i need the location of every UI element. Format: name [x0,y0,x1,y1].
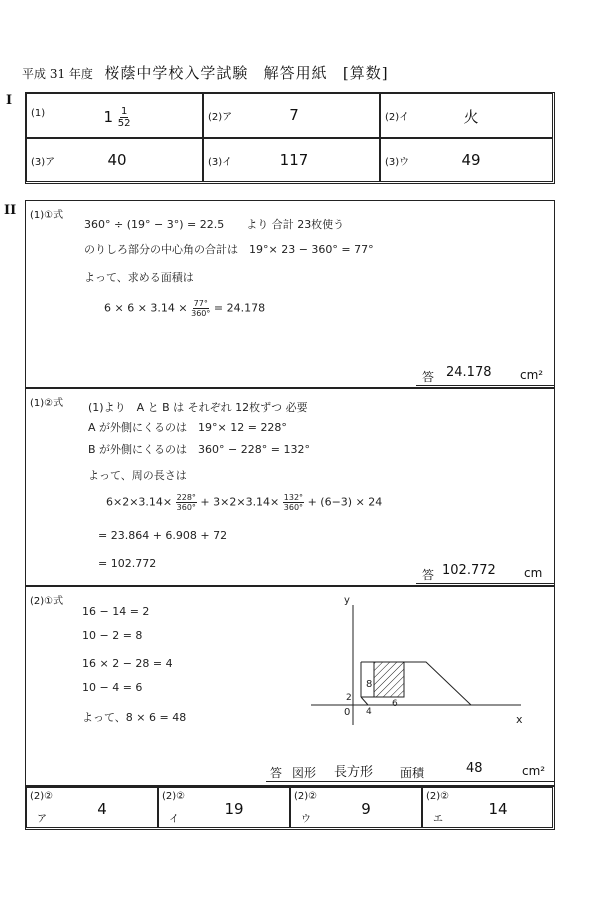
work-text: + (6−3) × 24 [307,495,383,509]
work-line: よって、周の長さは [88,469,187,482]
answer-line [266,761,554,782]
answer-cell [380,138,553,182]
work-text: = 24.178 [213,301,266,315]
answer-cell [422,787,553,828]
question-label: (2)イ [385,112,410,123]
answer-fraction [87,106,147,129]
answer-line [416,563,554,584]
work-line: のりしろ部分の中心角の合計は 19°× 23 − 360° = 77° [84,243,374,256]
answer-label: 答 [270,766,283,780]
answer-value: 19 [224,800,244,818]
work-line: 360° ÷ (19° − 3°) = 22.5 より 合計 23枚使う [84,218,345,231]
denominator: 360° [176,503,196,512]
answer-label: 答 [422,568,435,582]
answer-unit: cm [524,566,543,580]
numerator: 228° [176,493,196,502]
denominator: 52 [117,118,131,129]
answer-label: 答 [422,370,435,384]
area-label: 面積 [400,766,425,780]
answer-value: 117 [279,151,309,169]
answer-cell [203,93,380,138]
work-line: (1)より A と B は それぞれ 12枚ずつ 必要 [88,401,308,414]
denominator: 360° [283,503,304,512]
fraction [283,493,304,512]
question-sub-label: ア [37,814,47,825]
work-line: B が外側にくるのは 360° − 228° = 132° [88,443,310,456]
question-label: (2)② [162,791,186,802]
question-label: (1)②式 [30,398,64,409]
answer-value: 24.178 [446,365,492,380]
denominator: 360° [191,309,211,318]
section-2-2-table [25,786,555,830]
answer-unit: cm² [522,764,546,778]
exam-year: 平成 31 年度 [22,67,93,81]
exam-title: 桜蔭中学校入学試験 [104,64,249,82]
answer-value: 7 [289,106,299,124]
numerator: 1 [120,106,128,117]
numerator: 77° [193,299,208,308]
work-line: 10 − 2 = 8 [82,629,143,642]
work-line: = 102.772 [98,557,157,570]
answer-cell [380,93,553,138]
work-line: よって、8 × 6 = 48 [82,711,187,724]
y-axis-label: y [344,595,350,606]
answer-cell [290,787,422,828]
work-box-1-2 [25,388,555,586]
work-text: 6 × 6 × 3.14 × [104,301,188,315]
work-line: よって、求める面積は [84,271,194,284]
sheet-header [22,62,389,83]
x-axis-label: x [516,713,523,726]
offset-y-label: 2 [346,693,352,703]
question-label: (3)ア [31,157,56,168]
subject-label: [算数] [342,64,389,82]
answer-unit: cm² [520,368,544,382]
answer-value: 4 [97,800,107,818]
question-sub-label: ウ [301,814,311,825]
work-line: 16 − 14 = 2 [82,605,150,618]
shape-answer: 長方形 [334,765,374,780]
graph-sketch [306,597,526,737]
section-2-label: II [4,203,17,218]
answer-line [416,365,554,386]
question-label: (3)ウ [385,157,410,168]
answer-cell [26,93,203,138]
question-label: (3)イ [208,157,233,168]
answer-cell [26,787,158,828]
work-box-2-1 [25,586,555,786]
origin-label: 0 [344,707,351,718]
work-text: 6×2×3.14× [106,495,173,509]
shape-label: 図形 [292,766,317,780]
question-label: (1) [31,108,46,119]
fraction [118,106,131,129]
question-sub-label: エ [433,814,443,825]
graph-edge [361,697,368,705]
answer-value: 14 [488,800,508,818]
work-line [106,493,382,512]
answer-value: 火 [463,108,479,126]
answer-value: 49 [461,151,481,169]
sheet-title: 解答用紙 [263,64,328,82]
question-label: (2)①式 [30,596,64,607]
question-sub-label: イ [169,814,179,825]
section-1-label: I [6,93,13,108]
work-box-1-1 [25,200,555,388]
section-1-table [25,92,555,184]
width-label: 6 [392,699,398,709]
answer-cell [26,138,203,182]
work-text: + 3×2×3.14× [200,495,280,509]
question-label: (1)①式 [30,210,64,221]
answer-whole: 1 [103,108,114,126]
answer-value: 9 [361,800,371,818]
answer-value: 40 [107,151,127,169]
question-label: (2)② [30,791,54,802]
work-line [104,299,265,318]
numerator: 132° [283,493,304,502]
fraction [191,299,210,318]
hatched-rectangle [374,662,404,697]
question-label: (2)② [294,791,318,802]
fraction [176,493,197,512]
offset-x-label: 4 [366,707,372,717]
question-label: (2)ア [208,112,233,123]
work-line: 10 − 4 = 6 [82,681,143,694]
work-line: 16 × 2 − 28 = 4 [82,657,173,670]
work-line: = 23.864 + 6.908 + 72 [98,529,228,542]
answer-value: 102.772 [442,563,496,578]
answer-cell [203,138,380,182]
area-answer: 48 [466,761,483,776]
work-line: A が外側にくるのは 19°× 12 = 228° [88,421,287,434]
answer-cell [158,787,290,828]
height-label: 8 [366,679,373,690]
question-label: (2)② [426,791,450,802]
